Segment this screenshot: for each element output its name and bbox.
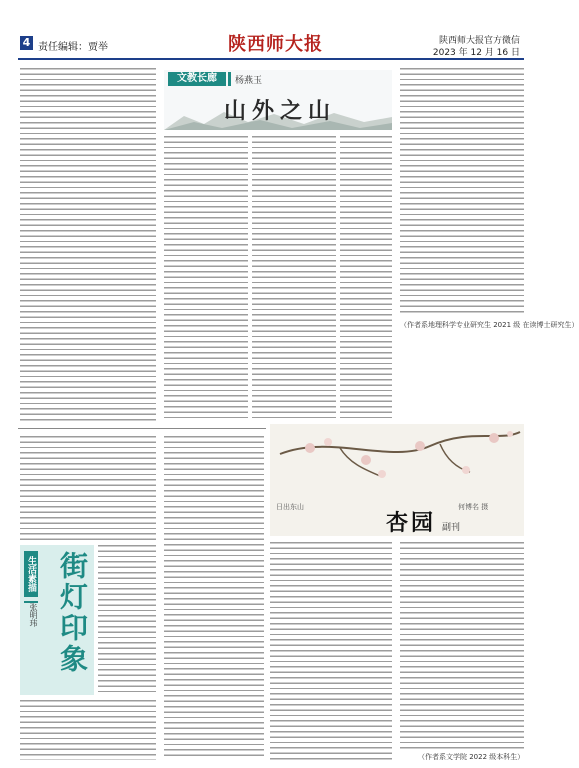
article1-column-head — [164, 70, 263, 88]
article2-source-note: （作者系文学院 2022 级本科生） — [418, 753, 525, 761]
supplement-label: 副刊 — [442, 523, 461, 533]
article2-title[interactable]: 街灯印象 — [56, 551, 89, 675]
painting-caption-right: 何博名 摄 — [458, 503, 489, 511]
article1-text-col5 — [400, 68, 524, 316]
article2-text-col2 — [164, 436, 264, 760]
article1-author: 杨燕玉 — [235, 76, 263, 86]
article2-text-col4 — [400, 542, 524, 750]
painting-block — [270, 424, 524, 536]
column-tag[interactable]: 文教长廊 — [168, 72, 226, 86]
column-separator — [228, 72, 231, 86]
article2-text-col1 — [20, 436, 156, 540]
painting-caption-left: 日出东山 — [276, 503, 304, 511]
supplement-title: 杏园 — [386, 510, 437, 536]
article2-title-box — [20, 545, 94, 695]
article1-text-col4 — [340, 136, 392, 422]
article1-text-col3 — [252, 136, 336, 422]
article2-text-col1c — [98, 545, 156, 695]
issue-date: 2023 年 12 月 16 日 — [432, 48, 520, 58]
page-header — [0, 0, 542, 60]
article1-title[interactable]: 山外之山 — [224, 98, 337, 124]
header-rule — [18, 58, 524, 60]
article2-author: 张明玮 — [29, 603, 38, 627]
page-number: 4 — [20, 36, 33, 50]
article2-text-col1b — [20, 700, 156, 760]
column-tag-vertical[interactable]: 生活素描 — [24, 551, 38, 597]
article2-text-col3 — [270, 542, 392, 760]
editor-credit: 责任编辑：贾举 — [38, 42, 108, 53]
article1-text-col2 — [164, 136, 248, 422]
article1-text-col1 — [20, 68, 156, 422]
article1-source-note: （作者系地理科学专业研究生 2021 级 在读博士研究生） — [400, 321, 579, 329]
divider-horizontal — [18, 428, 266, 429]
site-name: 陕西师大报官方微信 — [438, 36, 520, 46]
masthead[interactable]: 陕西师大报 — [228, 34, 323, 55]
